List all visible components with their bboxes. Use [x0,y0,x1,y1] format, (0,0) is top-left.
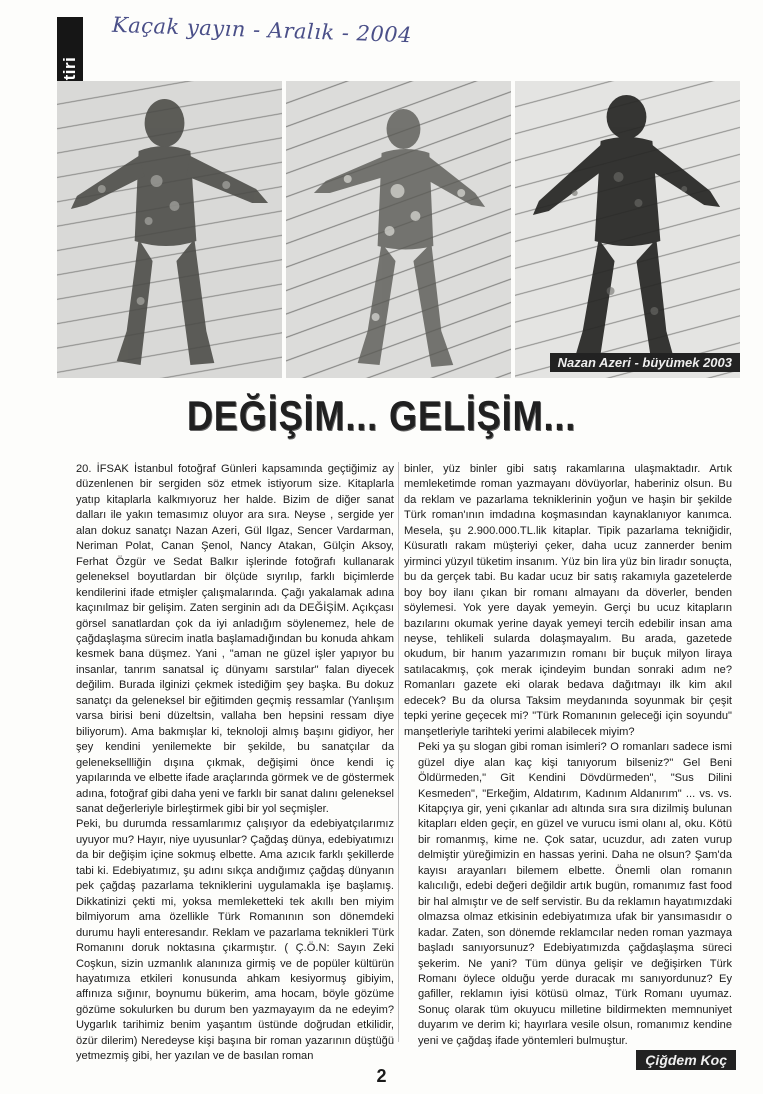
photo-figure-3 [515,81,740,378]
photo-strip [57,81,740,378]
paragraph: binler, yüz binler gibi satış rakamlarına ulaşmaktadır. Artık memleketimde roman yazmayanı dövüyorlar, haberiniz olsun. Bu da reklam ve pazarlama tekniklerinin yoğun ve haşin bir şekilde Türk roman'ının imdadına koşmasından kaynaklanıyor kanımca. Mesela, şu 2.900.000.TL.lik kitaplar. Tipik pazarlama tekniğidir, Küsuratlı rakam müşteriyi çeker, daha ucuz zannerder benim yirminci yüzyıl tüketim insanım. Yüz bin lira yüz bin liradır sonuçta, bu da gerçek tabi. Bu kadar ucuz bir satış rakamıyla gazetelerde boy boy ilanı çıkan bir romanı almayanı da döverler, benden söylemesi. Yok yere dayak yemeyin. Gerçi bu ucuz kitapların bazılarını okumak yerine dayak yemeyi tercih edebilir insan ama neyse, tehlikeli sularda dolaşmayalım. Bu arada, gazetede okudum, bir hanım yazarımızın romanı bir buçuk milyon liraya satılacakmış, çok merak içindeyim bundan sonraki adım ne? Romanları gazete eki olarak bedava dağıtmayı ilk kim akıl edecek? Bu da olursa Taksim meydanında soyunmak bir çeşit tepki yerine geçecek mi? "Türk Romanının geleceği için soyundu" manşetleriyle tarihteki yerimi alabilecek miyim? [404,463,732,738]
photo-credit: Nazan Azeri - büyümek 2003 [550,353,740,372]
author-byline: Çiğdem Koç [636,1050,736,1070]
column-divider [398,462,399,1042]
paragraph: Peki ya şu slogan gibi roman isimleri? O romanları sadece ismi güzel diye alan kaç kişi tanıyorum bilseniz?" Gel Beni Öldürmeden," Git Kendini Dövdürmeden", "Sus Dilini Kesmeden", "Erkeğim, Aldatırım, Kadınım Aldanırım" ... vs. vs. Kitapçıya gir, yeni çıkanlar adı altında sıra sıra dizilmiş bulunan kitapları elden geçir, en güzel ve vurucu ismi olanı al, oku. Kötü bir romanmış, kime ne. Çok satar, ucuzdur, adı zaten vurup delmiştir yüreğimizin en hassas yerini. Daha ne olsun? Şam'da kayısı arayanları bilemem elbette. Önemli olan romanın kalıcılığı, edebi değeri değildir artık bugün, romanımız fast food bir hal almıştır ve de self servistir. Bu da reklamın hayatımızdaki olmazsa olmaz etkisinin edebiyatımıza ufak bir yansımasıdır o kadar. Zaten, son dönemde reklamcılar neden roman yazmaya başladı sanıyorsunuz? Edebiyatımızda çağdaşlaşma süreci şekerim. Ne yani? Tüm dünya gelişir ve değişirken Türk Romanı öylece olduğu yerde duracak mı sanıyordunuz? Ey gafiller, reklamın iyisi kötüsü olmaz, Türk Romanı uyumaz. Sonuç olarak tüm okuyucu milletine bildirmekten memnuniyet duyarım ve derim ki; hayırlara vesile olsun, romanımız kendine yeni ve çağdaş ifade yöntemleri bulmuştur. [418,741,732,1047]
grass-figure-image [515,81,740,378]
photo-figure-2 [286,81,511,378]
handwritten-note: Kaçak yayın - Aralık - 2004 [111,12,413,48]
article-column-right [404,462,732,1049]
article-column-left [62,462,394,1065]
paragraph: Peki, bu durumda ressamlarımız çalışıyor da edebiyatçılarımız uyuyor mu? Hayır, niye uyusunlar? Çağdaş dünya, edebiyatımızı da bir değişim içine sokmuş elbette. Ama azıcık farklı şekillerde tabi ki. Edebiyatımız, şu adını sıkça andığımız çağdaş dünyanın pek çağdaş pazarlama tekniklerini uygulamakla işe başlamış. Dikkatinizi çekti mi, yoksa memleketteki tek akıllı ben miyim bilmiyorum ama özellikle Türk Romanının son dönemdeki durumu hayli enteresandır. Reklam ve pazarlama teknikleri Türk Romanını doruk noktasına çıkarmıştır. ( Ç.Ö.N: Sayın Zeki Coşkun, sizin uzmanlık alanınıza girmiş ve de popüler kültürün hayatımıza etkileri konusunda ahkam kesiyormuş gibiyim, affınıza sığınır, boynumu bükerim, ama hocam, böyle gözüme gözüme sokulurken bu durum ben yazmayayım da ne edeyim? Uygarlık tarihimiz benim yaşantım üstünde doğrudan etkilidir, özür dilerim) Neredeyse kişi başına bir roman yazarının düştüğü yetmezmiş gibi, her yazılan ve de basılan roman [76,818,394,1063]
page-number: 2 [376,1066,387,1086]
article-headline: DEĞİŞİM... GELİŞİM... [186,392,577,439]
photo-figure-1 [57,81,282,378]
grass-figure-image [286,81,511,378]
paragraph: 20. İFSAK İstanbul fotoğraf Günleri kapsamında geçtiğimiz ay düzenlenen bir sergiden söz etmek istiyorum size. Kitaplarla yatıp kitaplarla kalkmıyoruz her halde. Bizim de diğer sanat dalları ile yakın temasımız oluyor ara sıra. Neyse , sergide yer alan dokuz sanatçı Nazan Azeri, Gül Ilgaz, Sencer Vardarman, Neriman Polat, Canan Şenol, Nancy Atakan, Gülçin Aksoy, Ferhat Özgür ve Sedat Balkır işlerinde fotoğrafı kullanarak geleneksel boyutlardan bir ölçüde sıyrılıp, farklı biçimlerde kendilerini ifade etmişler çalışmalarında. Çağı yakalamak adına kaçınılmaz bir gelişim. Zaten serginin adı da DEĞİŞİM. Açıkçası görsel sanatlardan çok da iyi anladığım söylenemez, hele de çağdaşlaşma sürecim inatla başlamadığından bu konuda ahkam kesmek bana düşmez. Yani , "aman ne güzel işler yapıyor bu insanlar, tanrım sanatsal iç dünyamı sarstılar" falan diyecek değilim. Burada ilginizi çekmek istediğim şey başka. Bu dokuz sanatçı da geleneksel bir eğitimden geçmiş ressamlar (Yanlışım varsa birisi beni düzeltsin, vallaha ben hepsini ressam diye biliyorum). Ama bakmışlar ki, teknoloji almış başını gidiyor, her şey kendini yenilemekte bir şekilde, bu sanatçılar da geleneksellliğin dışına çıkmak, değişimi önce kendi iç yapılarında ve elbette ifade araçlarında görmek ve de göstermek adına, fotoğraf gibi daha yeni ve farklı bir sanat dalını geleneksel sanat değerleriyle birleştirmek gibi bir yol seçmişler. [76,463,394,815]
grass-figure-image [57,81,282,378]
